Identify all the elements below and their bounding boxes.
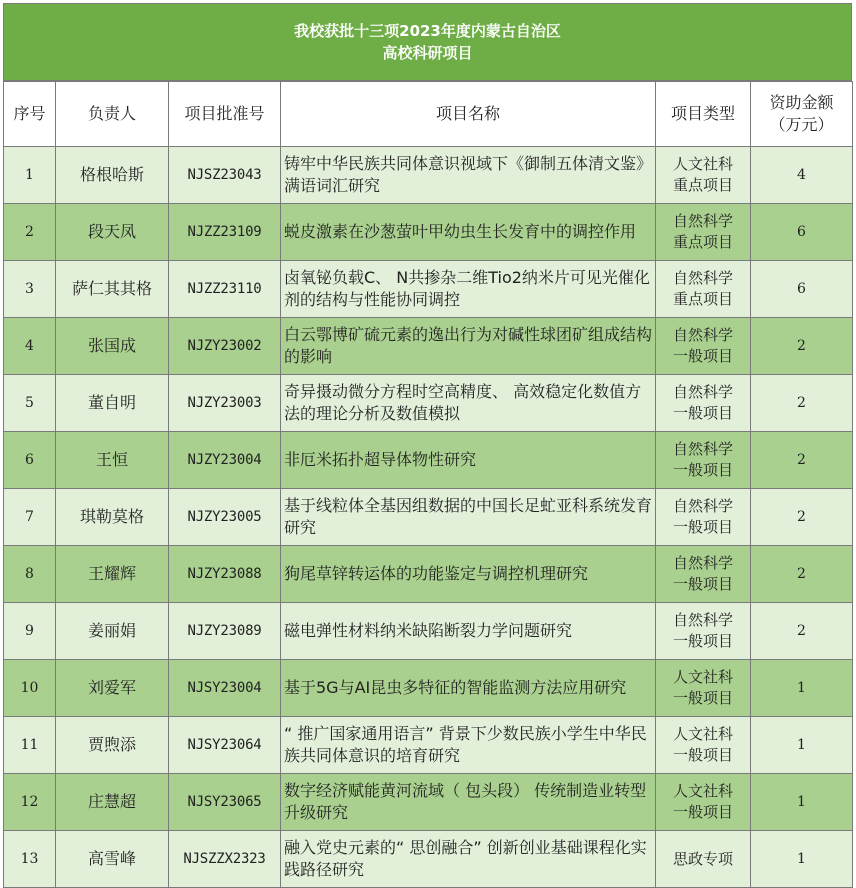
table-body [4,147,853,888]
cell-type-line-1: 自然科学 [672,611,733,629]
cell-lead: 高雪峰 [56,831,169,888]
cell-amount: 1 [751,717,853,774]
cell-code: NJZY23003 [169,375,281,432]
cell-project-name: 基于线粒体全基因组数据的中国长足虻亚科系统发育研究 [281,489,656,546]
header-name: 项目名称 [281,82,656,147]
cell-lead: 段天凤 [56,204,169,261]
table-row [4,489,853,546]
cell-project-name: 蜕皮激素在沙葱萤叶甲幼虫生长发育中的调控作用 [281,204,656,261]
header-row [4,82,853,147]
cell-type-line-1: 自然科学 [672,554,733,572]
cell-code: NJZZ23110 [169,261,281,318]
cell-lead: 刘爱军 [56,660,169,717]
cell-type [656,375,751,432]
table-row [4,774,853,831]
cell-code: NJZY23088 [169,546,281,603]
cell-index: 7 [4,489,56,546]
cell-index: 1 [4,147,56,204]
cell-lead: 琪勒莫格 [56,489,169,546]
cell-type-line-1: 自然科学 [672,440,733,458]
cell-lead: 王耀辉 [56,546,169,603]
cell-index: 6 [4,432,56,489]
cell-index: 12 [4,774,56,831]
cell-amount: 6 [751,261,853,318]
project-table [3,81,853,888]
header-lead: 负责人 [56,82,169,147]
cell-project-name: 卤氧铋负载C、 N共掺杂二维Tio2纳米片可见光催化剂的结构与性能协同调控 [281,261,656,318]
header-amount-line-1: 资助金额 [769,93,834,112]
cell-lead: 董自明 [56,375,169,432]
cell-code: NJZY23005 [169,489,281,546]
cell-code: NJZZ23109 [169,204,281,261]
table-row [4,717,853,774]
cell-type [656,546,751,603]
cell-amount: 2 [751,546,853,603]
cell-type-line-1: 人文社科 [672,155,733,173]
cell-type-line-2: 一般项目 [672,518,733,536]
title-line-1: 我校获批十三项2023年度内蒙古自治区 [294,22,561,40]
cell-type-line-2: 一般项目 [672,461,733,479]
cell-index: 10 [4,660,56,717]
cell-project-name: 数字经济赋能黄河流域（ 包头段） 传统制造业转型升级研究 [281,774,656,831]
cell-type [656,774,751,831]
cell-amount: 2 [751,318,853,375]
cell-amount: 4 [751,147,853,204]
cell-type [656,147,751,204]
cell-type-line-1: 自然科学 [672,383,733,401]
cell-project-name: “ 推广国家通用语言” 背景下少数民族小学生中华民族共同体意识的培育研究 [281,717,656,774]
cell-lead: 萨仁其其格 [56,261,169,318]
cell-type-line-1: 人文社科 [672,782,733,800]
table-row [4,603,853,660]
cell-type-line-2: 重点项目 [672,290,733,308]
table-row [4,546,853,603]
cell-project-name: 狗尾草锌转运体的功能鉴定与调控机理研究 [281,546,656,603]
cell-amount: 2 [751,603,853,660]
cell-code: NJZY23002 [169,318,281,375]
cell-type [656,204,751,261]
cell-code: NJZY23004 [169,432,281,489]
cell-type-line-1: 自然科学 [672,212,733,230]
cell-type-line-2: 重点项目 [672,233,733,251]
cell-lead: 庄慧超 [56,774,169,831]
cell-index: 13 [4,831,56,888]
header-index: 序号 [4,82,56,147]
cell-index: 5 [4,375,56,432]
table-row [4,831,853,888]
cell-code: NJSY23064 [169,717,281,774]
cell-type-line-1: 人文社科 [672,725,733,743]
cell-code: NJSZZX2323 [169,831,281,888]
cell-project-name: 铸牢中华民族共同体意识视域下《御制五体清文鉴》满语词汇研究 [281,147,656,204]
cell-amount: 2 [751,432,853,489]
cell-type-line-2: 一般项目 [672,632,733,650]
cell-code: NJSY23065 [169,774,281,831]
cell-type-line-1: 自然科学 [672,326,733,344]
cell-code: NJSZ23043 [169,147,281,204]
cell-amount: 6 [751,204,853,261]
table-row [4,375,853,432]
cell-type [656,489,751,546]
cell-type [656,318,751,375]
table-row [4,147,853,204]
cell-project-name: 非厄米拓扑超导体物性研究 [281,432,656,489]
cell-code: NJSY23004 [169,660,281,717]
table-row [4,261,853,318]
header-code: 项目批准号 [169,82,281,147]
cell-amount: 2 [751,489,853,546]
cell-type [656,660,751,717]
title-line-2: 高校科研项目 [382,44,473,62]
cell-index: 11 [4,717,56,774]
cell-index: 9 [4,603,56,660]
table-row [4,432,853,489]
header-amount-line-2: （万元） [769,115,834,134]
cell-type-line-1: 人文社科 [672,668,733,686]
cell-amount: 2 [751,375,853,432]
cell-project-name: 奇异摄动微分方程时空高精度、 高效稳定化数值方法的理论分析及数值模拟 [281,375,656,432]
cell-project-name: 融入党史元素的“ 思创融合” 创新创业基础课程化实践路径研究 [281,831,656,888]
cell-type [656,261,751,318]
cell-amount: 1 [751,831,853,888]
cell-code: NJZY23089 [169,603,281,660]
cell-index: 8 [4,546,56,603]
cell-lead: 贾煦添 [56,717,169,774]
cell-amount: 1 [751,660,853,717]
cell-type-line-1: 自然科学 [672,269,733,287]
table-row [4,318,853,375]
cell-project-name: 基于5G与AI昆虫多特征的智能监测方法应用研究 [281,660,656,717]
project-table-frame [3,3,852,879]
cell-lead: 格根哈斯 [56,147,169,204]
cell-type-line-2: 一般项目 [672,803,733,821]
cell-type [656,432,751,489]
cell-type [656,717,751,774]
table-title [3,3,852,81]
cell-lead: 张国成 [56,318,169,375]
cell-lead: 姜丽娟 [56,603,169,660]
table-row [4,660,853,717]
cell-amount: 1 [751,774,853,831]
cell-index: 4 [4,318,56,375]
cell-type-line-1: 思政专项 [672,849,733,868]
cell-type-line-2: 重点项目 [672,176,733,194]
cell-index: 2 [4,204,56,261]
cell-project-name: 白云鄂博矿硫元素的逸出行为对碱性球团矿组成结构的影响 [281,318,656,375]
cell-type [656,831,751,888]
cell-type-line-2: 一般项目 [672,689,733,707]
header-amount [751,82,853,147]
cell-type-line-1: 自然科学 [672,497,733,515]
table-row [4,204,853,261]
cell-type-line-2: 一般项目 [672,347,733,365]
cell-type [656,603,751,660]
cell-lead: 王恒 [56,432,169,489]
header-type: 项目类型 [656,82,751,147]
cell-type-line-2: 一般项目 [672,404,733,422]
cell-type-line-2: 一般项目 [672,746,733,764]
cell-project-name: 磁电弹性材料纳米缺陷断裂力学问题研究 [281,603,656,660]
cell-index: 3 [4,261,56,318]
cell-type-line-2: 一般项目 [672,575,733,593]
